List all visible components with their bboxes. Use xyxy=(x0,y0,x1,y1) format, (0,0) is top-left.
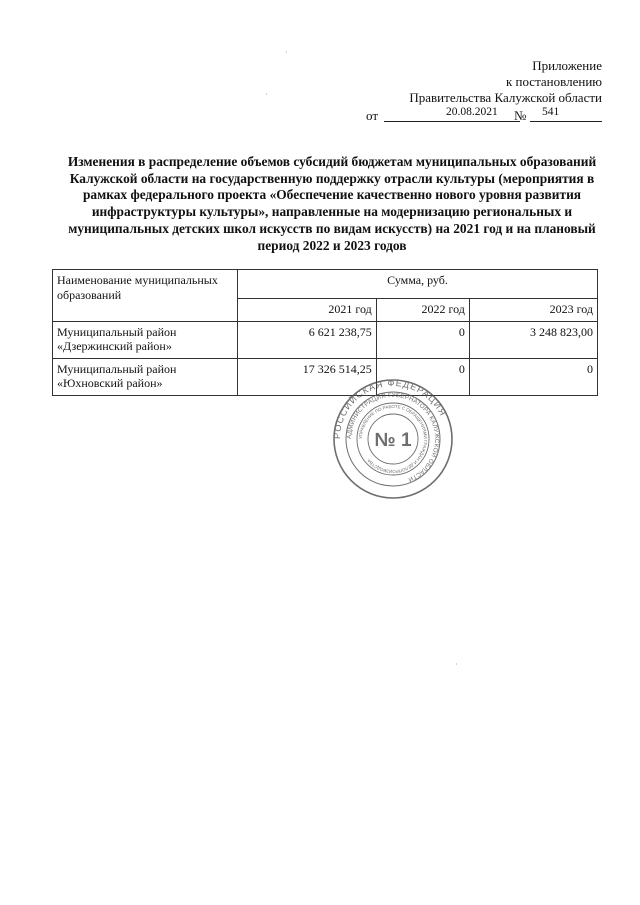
seal-middle-textpath: АДМИНИСТРАЦИЯ ГУБЕРНАТОРА КАЛУЖСКОЙ ОБЛАСТИ xyxy=(345,391,441,483)
municipality-type: Муниципальный район xyxy=(57,325,177,339)
seal-number: № 1 xyxy=(374,430,412,451)
value-2023: 3 248 823,00 xyxy=(469,322,597,359)
header-municipality: Наименование муниципальных образований xyxy=(53,270,238,322)
appendix-title: Приложение xyxy=(532,58,602,73)
official-seal-stamp xyxy=(332,378,454,500)
header-sum: Сумма, руб. xyxy=(238,270,598,299)
seal-outer-textpath: РОССИЙСКАЯ ФЕДЕРАЦИЯ xyxy=(332,378,449,440)
table-row xyxy=(53,359,598,396)
decree-number-label: № xyxy=(514,108,527,123)
appendix-government: Правительства Калужской области xyxy=(409,90,602,105)
municipality-type: Муниципальный район xyxy=(57,362,177,376)
scan-speck: · xyxy=(285,48,288,57)
value-2022: 0 xyxy=(376,322,469,359)
row-municipality xyxy=(53,359,238,396)
header-year-2021: 2021 год xyxy=(238,299,377,322)
header-year-2023: 2023 год xyxy=(469,299,597,322)
table-header-row xyxy=(53,270,598,299)
value-2021: 17 326 514,25 xyxy=(238,359,377,396)
row-municipality xyxy=(53,322,238,359)
decree-from-label: от xyxy=(366,108,379,123)
document-title: Изменения в распределение объемов субсидий бюджетам муниципальных образований Калужской области на государственную поддержку отрасли культуры (мероприятия в рамках федерального проекта «Обеспечение качественно нового уровня развития инфраструктуры культуры», направленные на модернизацию региональных и муниципальных детских школ искусств по видам искусств) на 2021 год и на плановый период 2022 и 2023 годов xyxy=(67,154,597,253)
header-year-2022: 2022 год xyxy=(376,299,469,322)
municipality-name: «Дзержинский район» xyxy=(57,339,172,353)
decree-reference xyxy=(366,107,602,125)
appendix-to-decree: к постановлению xyxy=(505,74,602,89)
appendix-header xyxy=(409,58,602,106)
decree-number-underline xyxy=(530,107,602,122)
value-2021: 6 621 238,75 xyxy=(238,322,377,359)
municipality-name: «Юхновский район» xyxy=(57,376,163,390)
seal-inner-textpath: УПРАВЛЕНИЕ ПО РАБОТЕ С ОБРАЩЕНИЯМИ ГРАЖДАН И ДЕЛОПРОИЗВОДСТВА xyxy=(357,403,429,475)
value-2022: 0 xyxy=(376,359,469,396)
table-row xyxy=(53,322,598,359)
decree-number: 541 xyxy=(542,106,560,118)
subsidy-table xyxy=(52,269,598,396)
scan-speck: · xyxy=(455,660,458,669)
value-2023: 0 xyxy=(469,359,597,396)
scan-speck: · xyxy=(265,90,268,99)
decree-date: 20.08.2021 xyxy=(446,106,498,118)
